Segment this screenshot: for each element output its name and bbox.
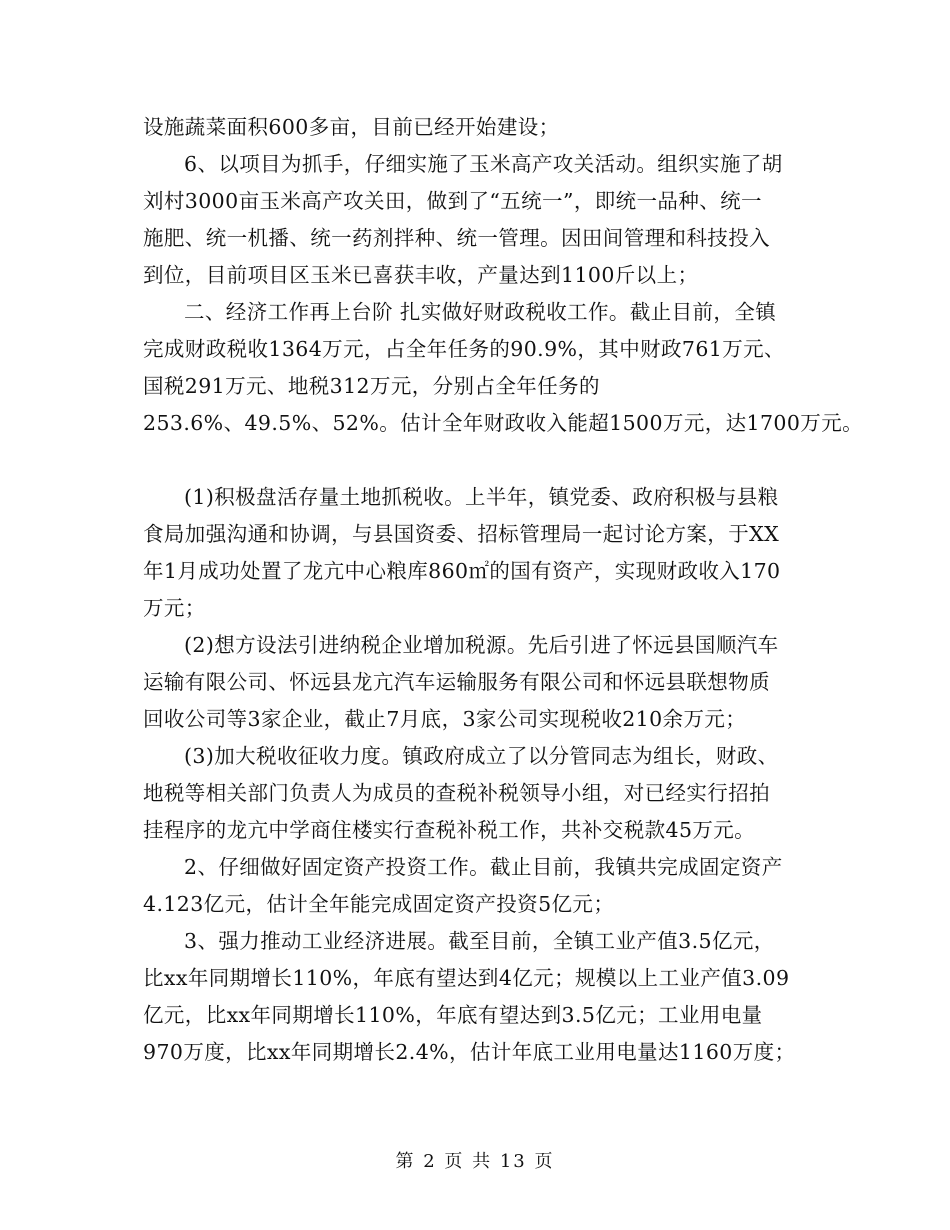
text-line-22: 3、强力推动工业经济进展。截至目前，全镇工业产值3.5亿元， [184, 929, 775, 953]
text-line-11: 食局加强沟通和协调，与县国资委、招标管理局一起讨论方案，于XX [143, 522, 780, 546]
text-line-14: (2)想方设法引进纳税企业增加税源。先后引进了怀远县国顺汽车 [184, 633, 779, 657]
text-line-12: 年1月成功处置了龙亢中心粮库860㎡的国有资产，实现财政收入170 [143, 559, 781, 583]
text-line-24: 亿元，比xx年同期增长110%，年底有望达到3.5亿元；工业用电量 [143, 1003, 763, 1027]
text-line-15: 运输有限公司、怀远县龙亢汽车运输服务有限公司和怀远县联想物质 [143, 670, 770, 694]
text-line-20: 2、仔细做好固定资产投资工作。截止目前，我镇共完成固定资产 [184, 855, 783, 879]
text-line-19: 挂程序的龙亢中学商住楼实行查税补税工作，共补交税款45万元。 [143, 818, 756, 842]
text-line-23: 比xx年同期增长110%，年底有望达到4亿元；规模以上工业产值3.09 [143, 966, 790, 990]
text-line-21: 4.123亿元，估计全年能完成固定资产投资5亿元； [143, 892, 615, 916]
text-line-9: 253.6%、49.5%、52%。估计全年财政收入能超1500万元，达1700万元。 [143, 411, 863, 435]
text-line-1: 设施蔬菜面积600多亩，目前已经开始建设； [143, 115, 560, 139]
text-line-4: 施肥、统一机播、统一药剂拌种、统一管理。因田间管理和科技投入 [143, 226, 770, 250]
text-line-18: 地税等相关部门负责人为成员的查税补税领导小组，对已经实行招拍 [143, 781, 770, 805]
text-line-2: 6、以项目为抓手，仔细实施了玉米高产攻关活动。组织实施了胡 [184, 152, 783, 176]
text-line-6: 二、经济工作再上台阶 扎实做好财政税收工作。截止目前，全镇 [184, 300, 777, 324]
text-line-16: 回收公司等3家企业，截止7月底，3家公司实现税收210余万元； [143, 707, 747, 731]
text-line-13: 万元； [143, 596, 206, 620]
text-line-5: 到位，目前项目区玉米已喜获丰收，产量达到1100斤以上； [143, 263, 699, 287]
text-line-10: (1)积极盘活存量土地抓税收。上半年，镇党委、政府积极与县粮 [184, 485, 779, 509]
page-footer: 第 2 页 共 13 页 [395, 1151, 555, 1172]
text-line-7: 完成财政税收1364万元，占全年任务的90.9%，其中财政761万元、 [143, 337, 785, 361]
text-line-17: (3)加大税收征收力度。镇政府成立了以分管同志为组长，财政、 [184, 744, 779, 768]
text-line-25: 970万度，比xx年同期增长2.4%，估计年底工业用电量达1160万度； [143, 1040, 796, 1064]
text-line-3: 刘村3000亩玉米高产攻关田，做到了“五统一”，即统一品种、统一 [143, 189, 762, 213]
text-line-8: 国税291万元、地税312万元，分别占全年任务的 [143, 374, 600, 398]
